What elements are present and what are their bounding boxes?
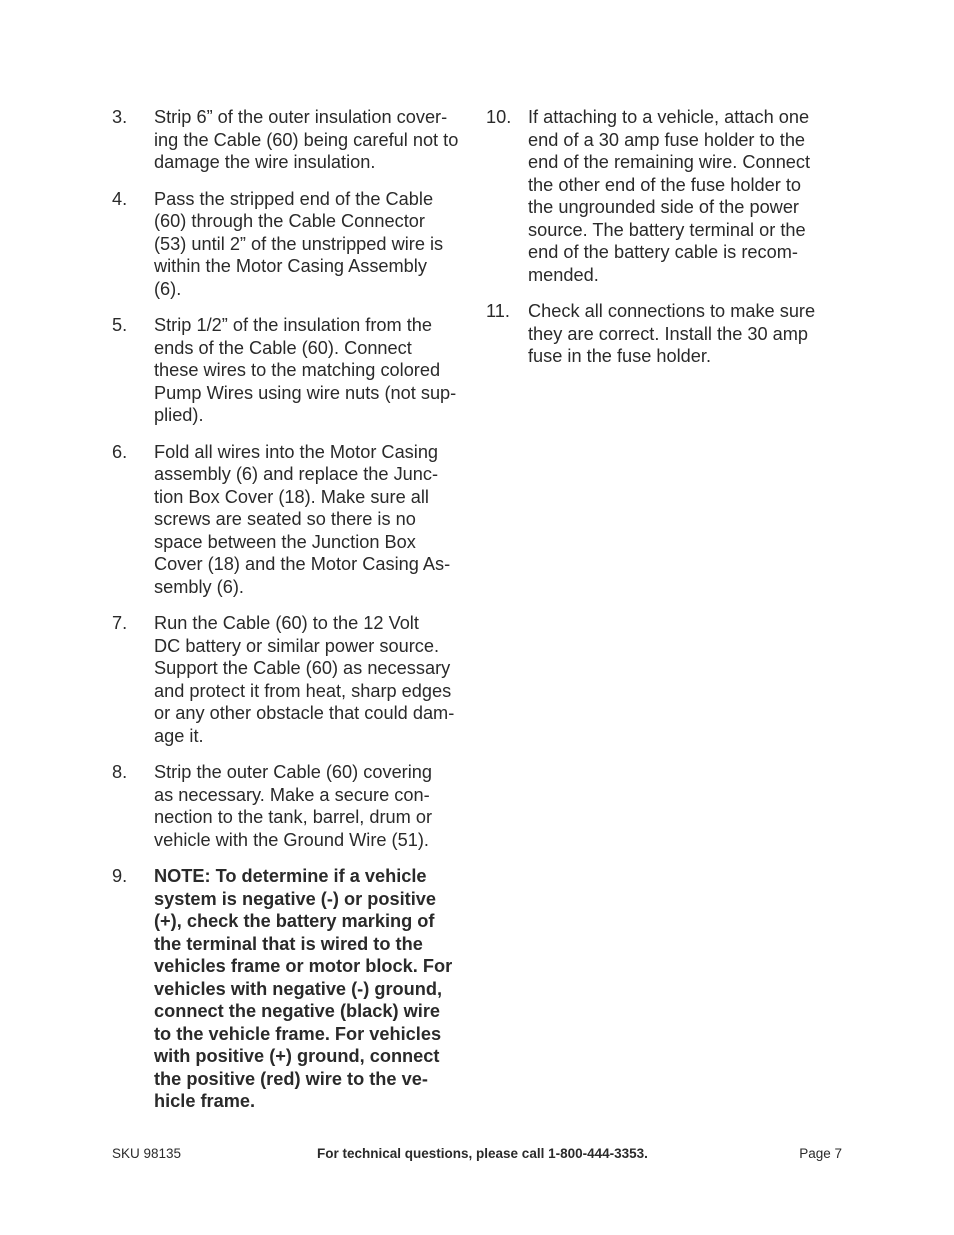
step-9-note (112, 865, 472, 1113)
step-text: Run the Cable (60) to the 12 Volt DC battery or similar power source. Support the Cable (60) as necessary and protect it from heat, sharp edges or any other obstacle that could dam- age it. (154, 613, 455, 746)
step-number: 7. (112, 613, 128, 633)
sku-label: SKU 98135 (112, 1146, 182, 1161)
step-number: 10. (486, 107, 512, 127)
step-3 (112, 106, 472, 174)
step-text: Strip the outer Cable (60) covering as necessary. Make a secure con- nection to the tank, barrel, drum or vehicle with the Ground Wire (51). (154, 762, 433, 850)
step-4 (112, 188, 472, 301)
step-text: Check all connections to make sure they are correct. Install the 30 amp fuse in the fuse holder. (528, 301, 816, 366)
step-number: 9. (112, 866, 128, 886)
right-column (486, 106, 831, 382)
left-column (112, 106, 472, 1127)
step-8 (112, 761, 472, 851)
step-text: Pass the stripped end of the Cable (60) through the Cable Connector (53) until 2” of the unstripped wire is within the Motor Casing Assembly (6). (154, 188, 444, 299)
step-number: 4. (112, 188, 128, 209)
step-text: If attaching to a vehicle, attach one end of a 30 amp fuse holder to the end of the remaining wire. Connect the other end of the fuse holder to the ungrounded side of the power source. The battery terminal or the end of the battery cable is recom- mended. (528, 107, 811, 285)
tech-support-line: For technical questions, please call 1-800-444-3353. (317, 1146, 648, 1161)
step-number: 5. (112, 315, 128, 335)
step-text: Strip 1/2” of the insulation from the ends of the Cable (60). Connect these wires to the matching colored Pump Wires using wire nuts (not sup- plied). (154, 315, 457, 425)
step-7 (112, 612, 472, 747)
step-text: Fold all wires into the Motor Casing assembly (6) and replace the Junc- tion Box Cover (18). Make sure all screws are seated so there is no space between the Junction Box Cover (18) and the Motor Casing As- sembly (6). (154, 441, 451, 597)
step-6 (112, 441, 472, 599)
page-number: Page 7 (799, 1146, 842, 1161)
step-10 (486, 106, 831, 286)
step-5 (112, 314, 472, 427)
step-number: 11. (486, 301, 510, 321)
step-text: NOTE: To determine if a vehicle system is negative (-) or positive (+), check the battery marking of the terminal that is wired to the vehicles frame or motor block. For vehicles with negative (-) ground, connect the negative (black) wire to the vehicle frame. For vehicles with positive (+) ground, connect the positive (red) wire to the ve- hicle frame. (154, 866, 453, 1111)
step-number: 6. (112, 441, 128, 462)
step-11 (486, 300, 831, 368)
page-footer (112, 1145, 842, 1165)
step-number: 3. (112, 107, 128, 127)
step-number: 8. (112, 762, 128, 782)
step-text: Strip 6” of the outer insulation cover- ing the Cable (60) being careful not to damage the wire insulation. (154, 107, 459, 172)
